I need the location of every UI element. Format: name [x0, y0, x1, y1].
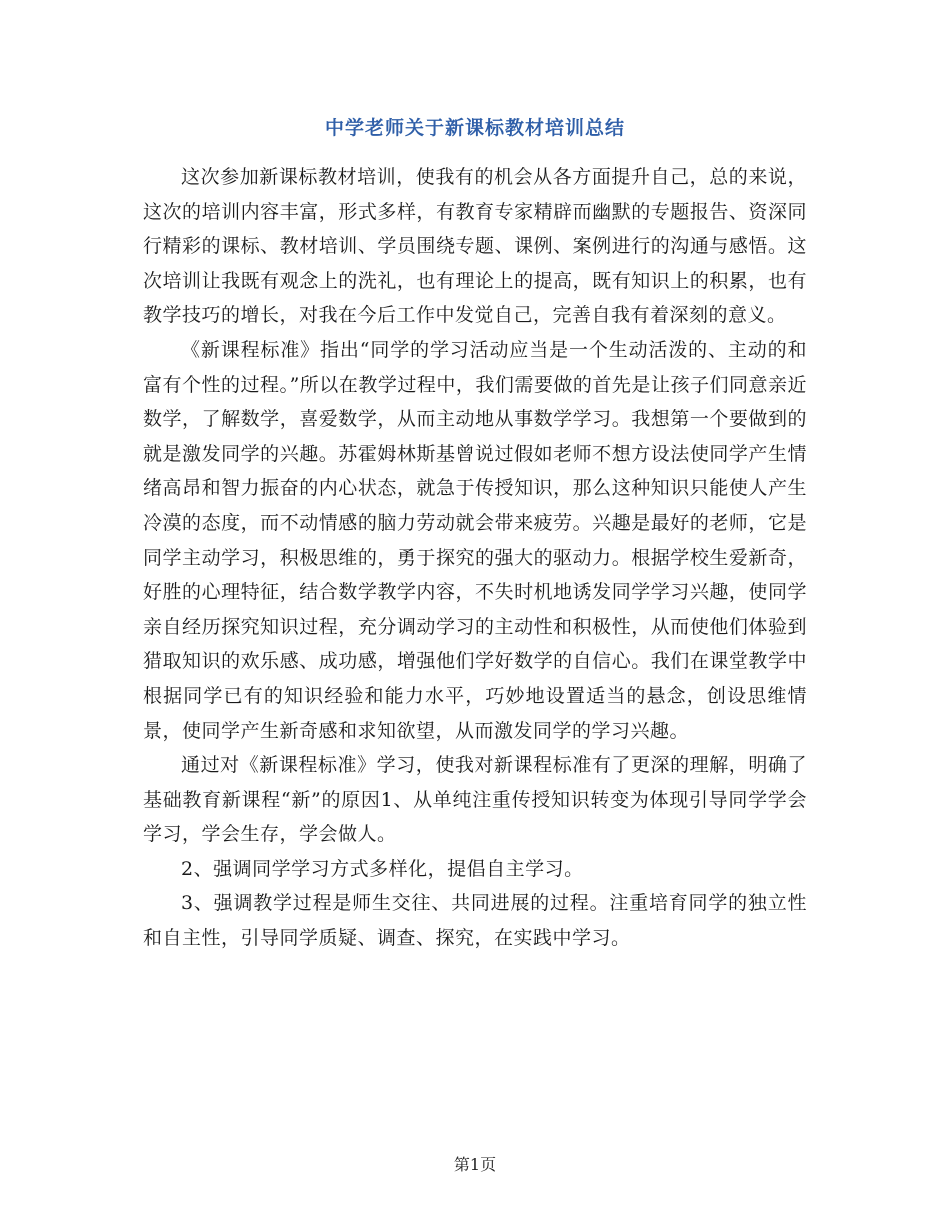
document-title: 中学老师关于新课标教材培训总结	[324, 117, 625, 139]
paragraph-5: 3、强调教学过程是师生交往、共同进展的过程。注重培育同学的独立性和自主性，引导同学质疑、调查、探究，在实践中学习。	[143, 892, 807, 950]
paragraph-1: 这次参加新课标教材培训，使我有的机会从各方面提升自己，总的来说，这次的培训内容丰富，形式多样，有教育专家精辟而幽默的专题报告、资深同行精彩的课标、教材培训、学员围绕专题、课例、案例进行的沟通与感悟。这次培训让我既有观念上的洗礼，也有理论上的提高，既有知识上的积累，也有教学技巧的增长，对我在今后工作中发觉自己，完善自我有着深刻的意义。	[143, 166, 807, 327]
paragraph-3: 通过对《新课程标准》学习，使我对新课程标准有了更深的理解，明确了基础教育新课程“新”的原因1、从单纯注重传授知识转变为体现引导同学学会学习，学会生存，学会做人。	[143, 754, 807, 846]
paragraph-4: 2、强调同学学习方式多样化，提倡自主学习。	[181, 857, 584, 880]
page-number: 第1页	[453, 1155, 497, 1174]
paragraph-2: 《新课程标准》指出“同学的学习活动应当是一个生动活泼的、主动的和富有个性的过程。”所以在教学过程中，我们需要做的首先是让孩子们同意亲近数学，了解数学，喜爱数学，从而主动地从事数学学习。我想第一个要做到的就是激发同学的兴趣。苏霍姆林斯基曾说过假如老师不想方设法使同学产生情绪高昂和智力振奋的内心状态，就急于传授知识，那么这种知识只能使人产生冷漠的态度，而不动情感的脑力劳动就会带来疲劳。兴趣是最好的老师，它是同学主动学习，积极思维的，勇于探究的强大的驱动力。根据学校生爱新奇，好胜的心理特征，结合数学教学内容，不失时机地诱发同学学习兴趣，使同学亲自经历探究知识过程，充分调动学习的主动性和积极性，从而使他们体验到猎取知识的欢乐感、成功感，增强他们学好数学的自信心。我们在课堂教学中根据同学已有的知识经验和能力水平，巧妙地设置适当的悬念，创设思维情景，使同学产生新奇感和求知欲望，从而激发同学的学习兴趣。	[143, 338, 807, 742]
document-body	[143, 160, 807, 956]
